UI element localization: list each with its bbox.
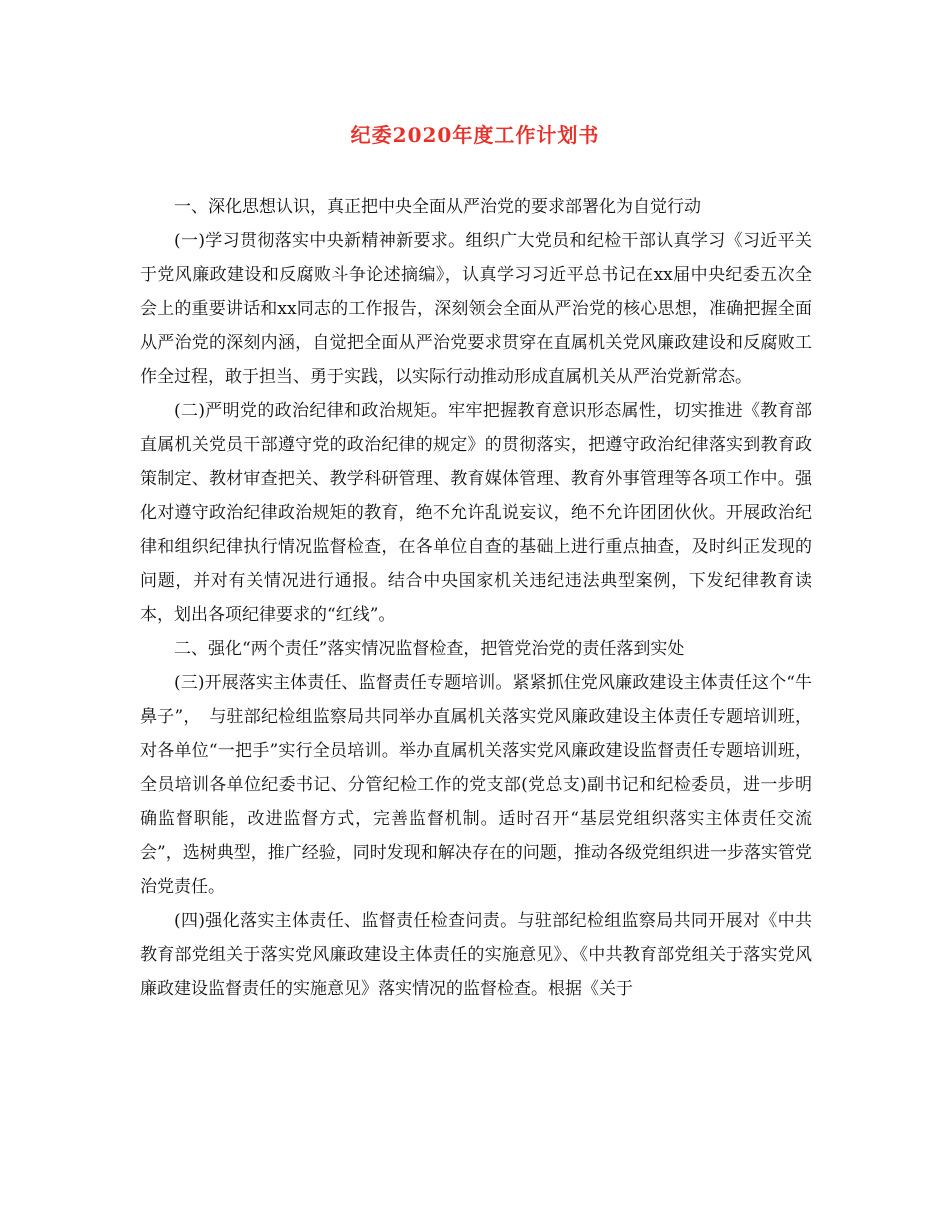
paragraph-1: (一)学习贯彻落实中央新精神新要求。组织广大党员和纪检干部认真学习《习近平关于党风廉政建设和反腐败斗争论述摘编》，认真学习习近平总书记在xx届中央纪委五次全会上的重要讲话和xx同志的工作报告，深刻领会全面从严治党的核心思想，准确把握全面从严治党的深刻内涵，自觉把全面从严治党要求贯穿在直属机关党风廉政建设和反腐败工作全过程，敢于担当、勇于实践，以实际行动推动形成直属机关从严治党新常态。 [140, 231, 812, 387]
document-title: 纪委2020年度工作计划书 [350, 123, 600, 147]
section-heading-2: 二、强化“两个责任”落实情况监督检查，把管党治党的责任落到实处 [174, 639, 685, 659]
paragraph-4: (四)强化落实主体责任、监督责任检查问责。与驻部纪检组监察局共同开展对《中共教育部党组关于落实党风廉政建设主体责任的实施意见》、《中共教育部党组关于落实党风廉政建设监督责任的实施意见》落实情况的监督检查。根据《关于 [140, 911, 812, 999]
section-heading-1: 一、深化思想认识，真正把中央全面从严治党的要求部署化为自觉行动 [174, 197, 701, 217]
document-body [140, 190, 812, 1006]
paragraph-2: (二)严明党的政治纪律和政治规矩。牢牢把握教育意识形态属性，切实推进《教育部直属机关党员干部遵守党的政治纪律的规定》的贯彻落实，把遵守政治纪律落实到教育政策制定、教材审查把关、教学科研管理、教育媒体管理、教育外事管理等各项工作中。强化对遵守政治纪律政治规矩的教育，绝不允许乱说妄议，绝不允许团团伙伙。开展政治纪律和组织纪律执行情况监督检查，在各单位自查的基础上进行重点抽查，及时纠正发现的问题，并对有关情况进行通报。结合中央国家机关违纪违法典型案例，下发纪律教育读本，划出各项纪律要求的“红线”。 [140, 401, 812, 625]
paragraph-3: (三)开展落实主体责任、监督责任专题培训。紧紧抓住党风廉政建设主体责任这个“牛鼻子”， 与驻部纪检组监察局共同举办直属机关落实党风廉政建设主体责任专题培训班，对各单位“一把手”实行全员培训。举办直属机关落实党风廉政建设监督责任专题培训班，全员培训各单位纪委书记、分管纪检工作的党支部(党总支)副书记和纪检委员，进一步明确监督职能，改进监督方式，完善监督机制。适时召开“基层党组织落实主体责任交流会”，选树典型，推广经验，同时发现和解决存在的问题，推动各级党组织进一步落实管党治党责任。 [140, 673, 812, 897]
